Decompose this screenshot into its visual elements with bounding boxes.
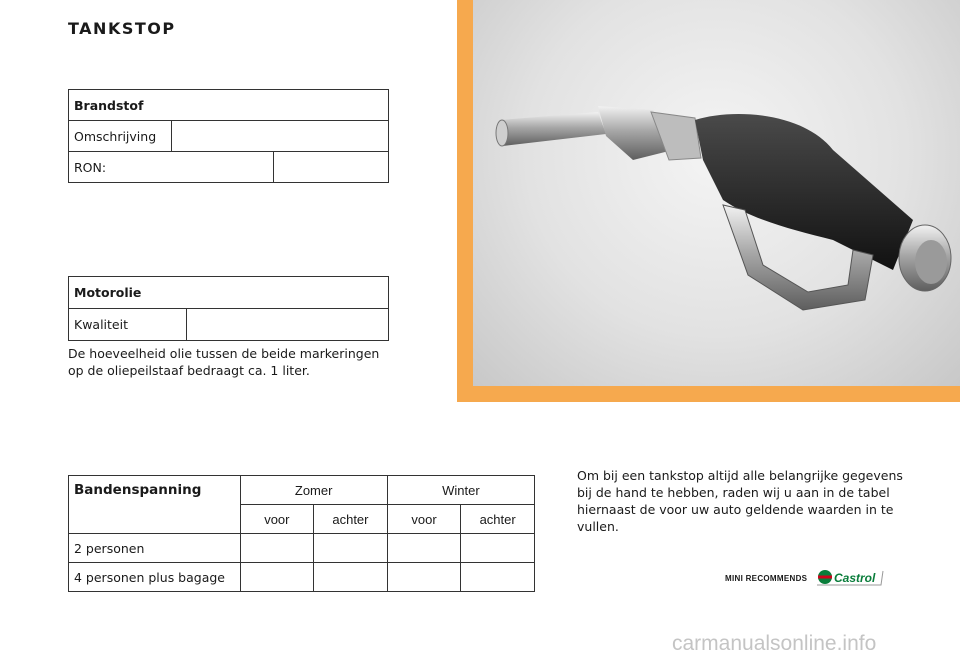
watermark: carmanualsonline.info (672, 632, 877, 655)
pressure-cell[interactable] (461, 563, 535, 592)
fuel-nozzle-icon (473, 0, 960, 386)
oil-note: De hoeveelheid olie tussen de beide markeringen op de oliepeilstaaf bedraagt ca. 1 liter. (68, 346, 380, 378)
castrol-logo (815, 569, 885, 587)
recommend-text: MINI RECOMMENDS (725, 573, 808, 583)
summer-front: voor (240, 505, 314, 534)
pressure-cell[interactable] (314, 563, 388, 592)
oil-heading: Motorolie (69, 277, 389, 309)
fuel-description-field[interactable] (172, 121, 389, 152)
tire-pressure-table (68, 475, 535, 592)
fuel-ron-label: RON: (69, 152, 274, 183)
brand-recommendation (725, 569, 885, 587)
pressure-cell[interactable] (314, 534, 388, 563)
pressure-cell[interactable] (240, 534, 314, 563)
castrol-logo-text: Castrol (834, 571, 876, 585)
fuel-table (68, 89, 389, 183)
table-row (69, 563, 535, 592)
row-label: 4 personen plus bagage (69, 563, 241, 592)
fuel-heading: Brandstof (69, 90, 389, 121)
fuel-nozzle-photo (473, 0, 960, 386)
winter-rear: achter (461, 505, 535, 534)
pressure-cell[interactable] (387, 534, 461, 563)
season-winter: Winter (387, 476, 534, 505)
row-label: 2 personen (69, 534, 241, 563)
intro-text: Om bij een tankstop altijd alle belangrijke gegevens bij de hand te hebben, raden wij u aan in de tabel hiernaast de voor uw auto geldende waarden in te vullen. (577, 468, 903, 534)
photo-frame (457, 0, 960, 402)
oil-quality-label: Kwaliteit (69, 309, 187, 341)
fuel-ron-field[interactable] (274, 152, 389, 183)
fuel-description-label: Omschrijving (69, 121, 172, 152)
tire-heading: Bandenspanning (69, 476, 241, 534)
oil-table (68, 276, 389, 341)
pressure-cell[interactable] (240, 563, 314, 592)
page-title: TANKSTOP (68, 19, 176, 38)
pressure-cell[interactable] (387, 563, 461, 592)
summer-rear: achter (314, 505, 388, 534)
pressure-cell[interactable] (461, 534, 535, 563)
winter-front: voor (387, 505, 461, 534)
table-row (69, 534, 535, 563)
oil-quality-field[interactable] (187, 309, 389, 341)
season-summer: Zomer (240, 476, 387, 505)
